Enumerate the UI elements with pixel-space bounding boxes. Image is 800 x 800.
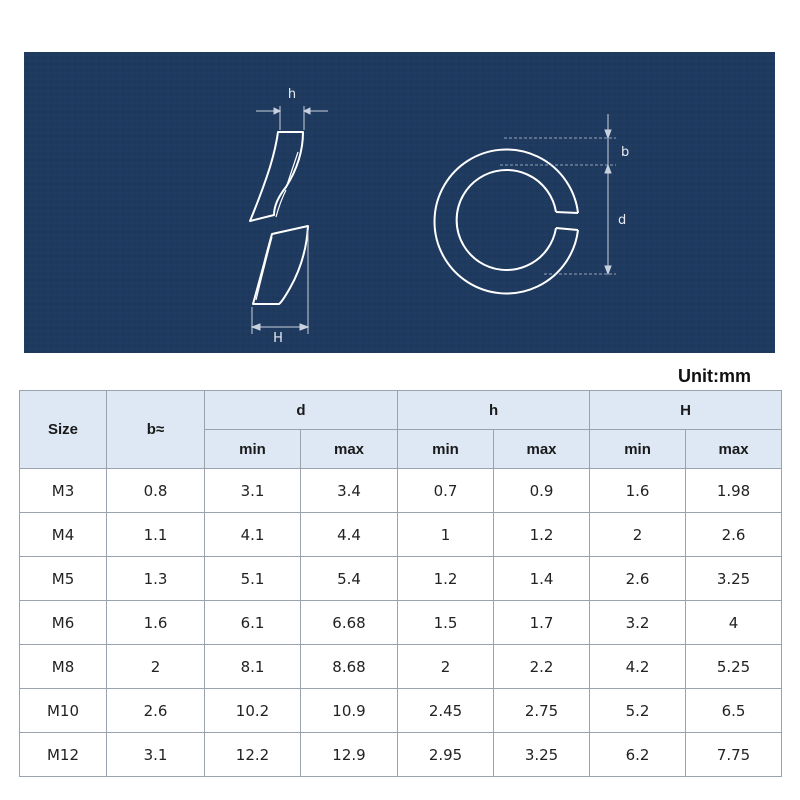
side-view-lower-coil bbox=[253, 226, 308, 304]
cell-size: M5 bbox=[20, 557, 107, 601]
table-row bbox=[20, 645, 782, 689]
cell-H-max: 5.25 bbox=[686, 645, 782, 689]
label-b: b bbox=[621, 145, 630, 160]
cell-H-max: 4 bbox=[686, 601, 782, 645]
header-d-max: max bbox=[301, 430, 398, 469]
header-b: b≈ bbox=[107, 391, 205, 469]
header-size: Size bbox=[20, 391, 107, 469]
cell-b: 3.1 bbox=[107, 733, 205, 777]
spec-table bbox=[19, 390, 782, 777]
header-group-H: H bbox=[590, 391, 782, 430]
cell-H-max: 7.75 bbox=[686, 733, 782, 777]
cell-size: M12 bbox=[20, 733, 107, 777]
header-d-min: min bbox=[205, 430, 301, 469]
spring-washer-drawing bbox=[24, 52, 775, 353]
table-row bbox=[20, 601, 782, 645]
cell-H-min: 2.6 bbox=[590, 557, 686, 601]
label-h-small: h bbox=[287, 87, 297, 102]
cell-H-min: 5.2 bbox=[590, 689, 686, 733]
cell-H-max: 2.6 bbox=[686, 513, 782, 557]
cell-d-min: 4.1 bbox=[205, 513, 301, 557]
cell-b: 2 bbox=[107, 645, 205, 689]
cell-h-max: 2.75 bbox=[494, 689, 590, 733]
cell-h-max: 1.7 bbox=[494, 601, 590, 645]
header-group-h: h bbox=[398, 391, 590, 430]
cell-h-min: 1.5 bbox=[398, 601, 494, 645]
cell-h-min: 1.2 bbox=[398, 557, 494, 601]
cell-H-max: 1.98 bbox=[686, 469, 782, 513]
side-view-inner-curve-2 bbox=[286, 152, 298, 188]
table-row bbox=[20, 469, 782, 513]
cell-h-max: 3.25 bbox=[494, 733, 590, 777]
cell-d-max: 4.4 bbox=[301, 513, 398, 557]
cell-d-max: 12.9 bbox=[301, 733, 398, 777]
cell-d-min: 12.2 bbox=[205, 733, 301, 777]
cell-h-max: 1.4 bbox=[494, 557, 590, 601]
table-row bbox=[20, 557, 782, 601]
cell-H-max: 3.25 bbox=[686, 557, 782, 601]
cell-size: M10 bbox=[20, 689, 107, 733]
ring-inner bbox=[457, 170, 556, 270]
unit-label: Unit:mm bbox=[678, 366, 751, 386]
header-h-max: max bbox=[494, 430, 590, 469]
cell-size: M4 bbox=[20, 513, 107, 557]
cell-h-min: 2 bbox=[398, 645, 494, 689]
cell-d-max: 10.9 bbox=[301, 689, 398, 733]
table-row bbox=[20, 513, 782, 557]
cell-b: 1.6 bbox=[107, 601, 205, 645]
cell-H-min: 4.2 bbox=[590, 645, 686, 689]
side-view-upper-coil bbox=[250, 132, 303, 221]
header-h-min: min bbox=[398, 430, 494, 469]
cell-size: M3 bbox=[20, 469, 107, 513]
cell-h-max: 2.2 bbox=[494, 645, 590, 689]
cell-b: 1.3 bbox=[107, 557, 205, 601]
cell-d-min: 10.2 bbox=[205, 689, 301, 733]
cell-size: M6 bbox=[20, 601, 107, 645]
cell-d-max: 8.68 bbox=[301, 645, 398, 689]
cell-H-min: 6.2 bbox=[590, 733, 686, 777]
cell-H-max: 6.5 bbox=[686, 689, 782, 733]
cell-d-min: 6.1 bbox=[205, 601, 301, 645]
cell-h-min: 2.95 bbox=[398, 733, 494, 777]
cell-H-min: 3.2 bbox=[590, 601, 686, 645]
cell-d-max: 3.4 bbox=[301, 469, 398, 513]
cell-h-max: 0.9 bbox=[494, 469, 590, 513]
cell-d-max: 6.68 bbox=[301, 601, 398, 645]
side-view-inner-curve-3 bbox=[256, 237, 272, 300]
dimension-h-small bbox=[256, 106, 328, 130]
cell-d-max: 5.4 bbox=[301, 557, 398, 601]
header-group-d: d bbox=[205, 391, 398, 430]
table-row bbox=[20, 733, 782, 777]
table-row bbox=[20, 689, 782, 733]
cell-H-min: 2 bbox=[590, 513, 686, 557]
cell-b: 0.8 bbox=[107, 469, 205, 513]
header-H-max: max bbox=[686, 430, 782, 469]
cell-b: 1.1 bbox=[107, 513, 205, 557]
side-view bbox=[250, 132, 308, 304]
front-view-ring bbox=[435, 150, 578, 294]
cell-b: 2.6 bbox=[107, 689, 205, 733]
cell-d-min: 5.1 bbox=[205, 557, 301, 601]
label-d: d bbox=[618, 213, 627, 228]
dimension-b-d bbox=[500, 114, 616, 274]
label-H: H bbox=[273, 331, 283, 346]
cell-h-min: 0.7 bbox=[398, 469, 494, 513]
header-H-min: min bbox=[590, 430, 686, 469]
cell-H-min: 1.6 bbox=[590, 469, 686, 513]
cell-h-min: 2.45 bbox=[398, 689, 494, 733]
diagram-panel bbox=[24, 52, 775, 353]
cell-d-min: 3.1 bbox=[205, 469, 301, 513]
cell-size: M8 bbox=[20, 645, 107, 689]
cell-h-max: 1.2 bbox=[494, 513, 590, 557]
cell-d-min: 8.1 bbox=[205, 645, 301, 689]
cell-h-min: 1 bbox=[398, 513, 494, 557]
